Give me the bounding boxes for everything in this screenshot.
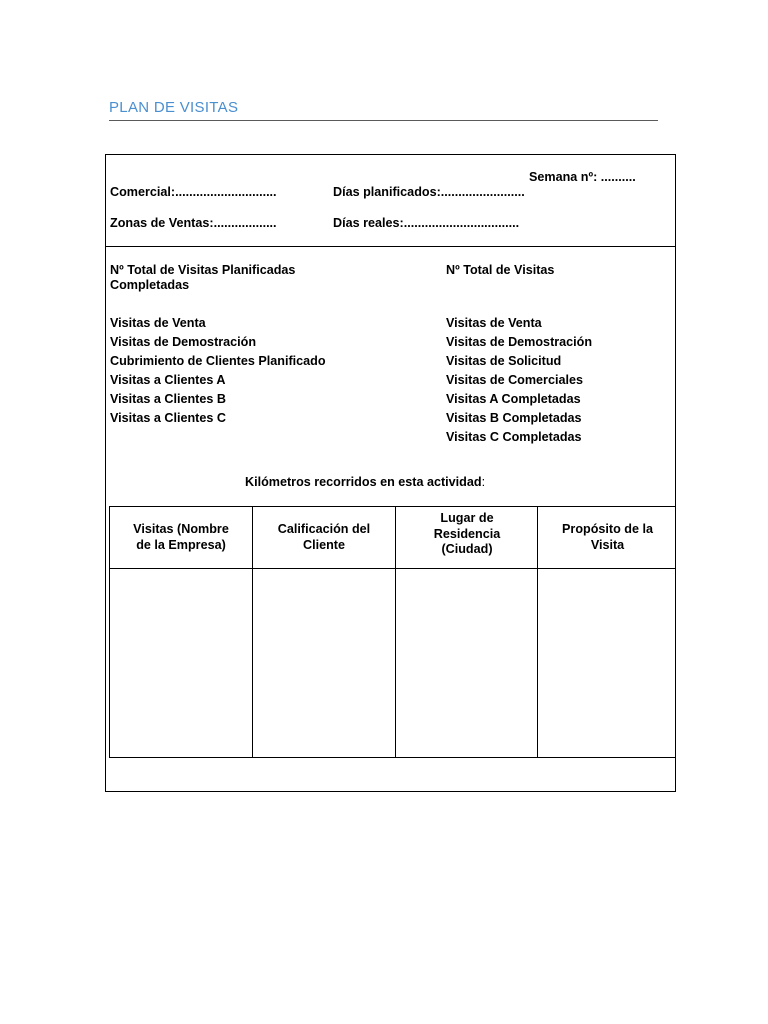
- left-item: Visitas a Clientes B: [110, 392, 226, 406]
- left-item: Visitas de Demostración: [110, 335, 257, 349]
- table-header-cell: Calificación del Cliente: [277, 522, 371, 552]
- dias-planificados-field[interactable]: Días planificados:........................: [333, 185, 525, 199]
- right-item: Visitas C Completadas: [446, 430, 582, 444]
- visits-table: [109, 506, 676, 758]
- right-item: Visitas de Demostración: [446, 335, 593, 349]
- right-item: Visitas B Completadas: [446, 411, 582, 425]
- kilometros-label: Kilómetros recorridos en esta actividad:: [245, 475, 486, 489]
- left-heading-line1: Nº Total de Visitas Planificadas: [110, 263, 296, 277]
- table-cell-calificacion[interactable]: [253, 569, 395, 757]
- table-cell-visitas[interactable]: [111, 569, 252, 757]
- table-header-cell: Propósito de la Visita: [562, 522, 653, 552]
- page-title: PLAN DE VISITAS: [109, 99, 239, 116]
- left-item: Cubrimiento de Clientes Planificado: [110, 354, 326, 368]
- table-cell-proposito[interactable]: [538, 569, 676, 757]
- left-item: Visitas a Clientes A: [110, 373, 226, 387]
- left-item: Visitas a Clientes C: [110, 411, 226, 425]
- right-item: Visitas de Venta: [446, 316, 542, 330]
- table-header-cell: Visitas (Nombre de la Empresa): [133, 522, 229, 552]
- dias-reales-field[interactable]: Días reales:.................................: [333, 216, 520, 230]
- right-heading: Nº Total de Visitas: [446, 263, 555, 277]
- left-heading-line2: Completadas: [110, 278, 190, 292]
- zonas-ventas-field[interactable]: Zonas de Ventas:..................: [110, 216, 277, 230]
- semana-field[interactable]: Semana nº: ..........: [529, 170, 636, 184]
- right-item: Visitas de Solicitud: [446, 354, 562, 368]
- left-item: Visitas de Venta: [110, 316, 206, 330]
- right-item: Visitas de Comerciales: [446, 373, 583, 387]
- title-underline: [109, 120, 658, 121]
- right-item: Visitas A Completadas: [446, 392, 581, 406]
- table-header-cell: Lugar de Residencia (Ciudad): [433, 511, 501, 557]
- header-box: [105, 154, 676, 247]
- table-cell-lugar[interactable]: [396, 569, 537, 757]
- comercial-field[interactable]: Comercial:.............................: [110, 185, 277, 199]
